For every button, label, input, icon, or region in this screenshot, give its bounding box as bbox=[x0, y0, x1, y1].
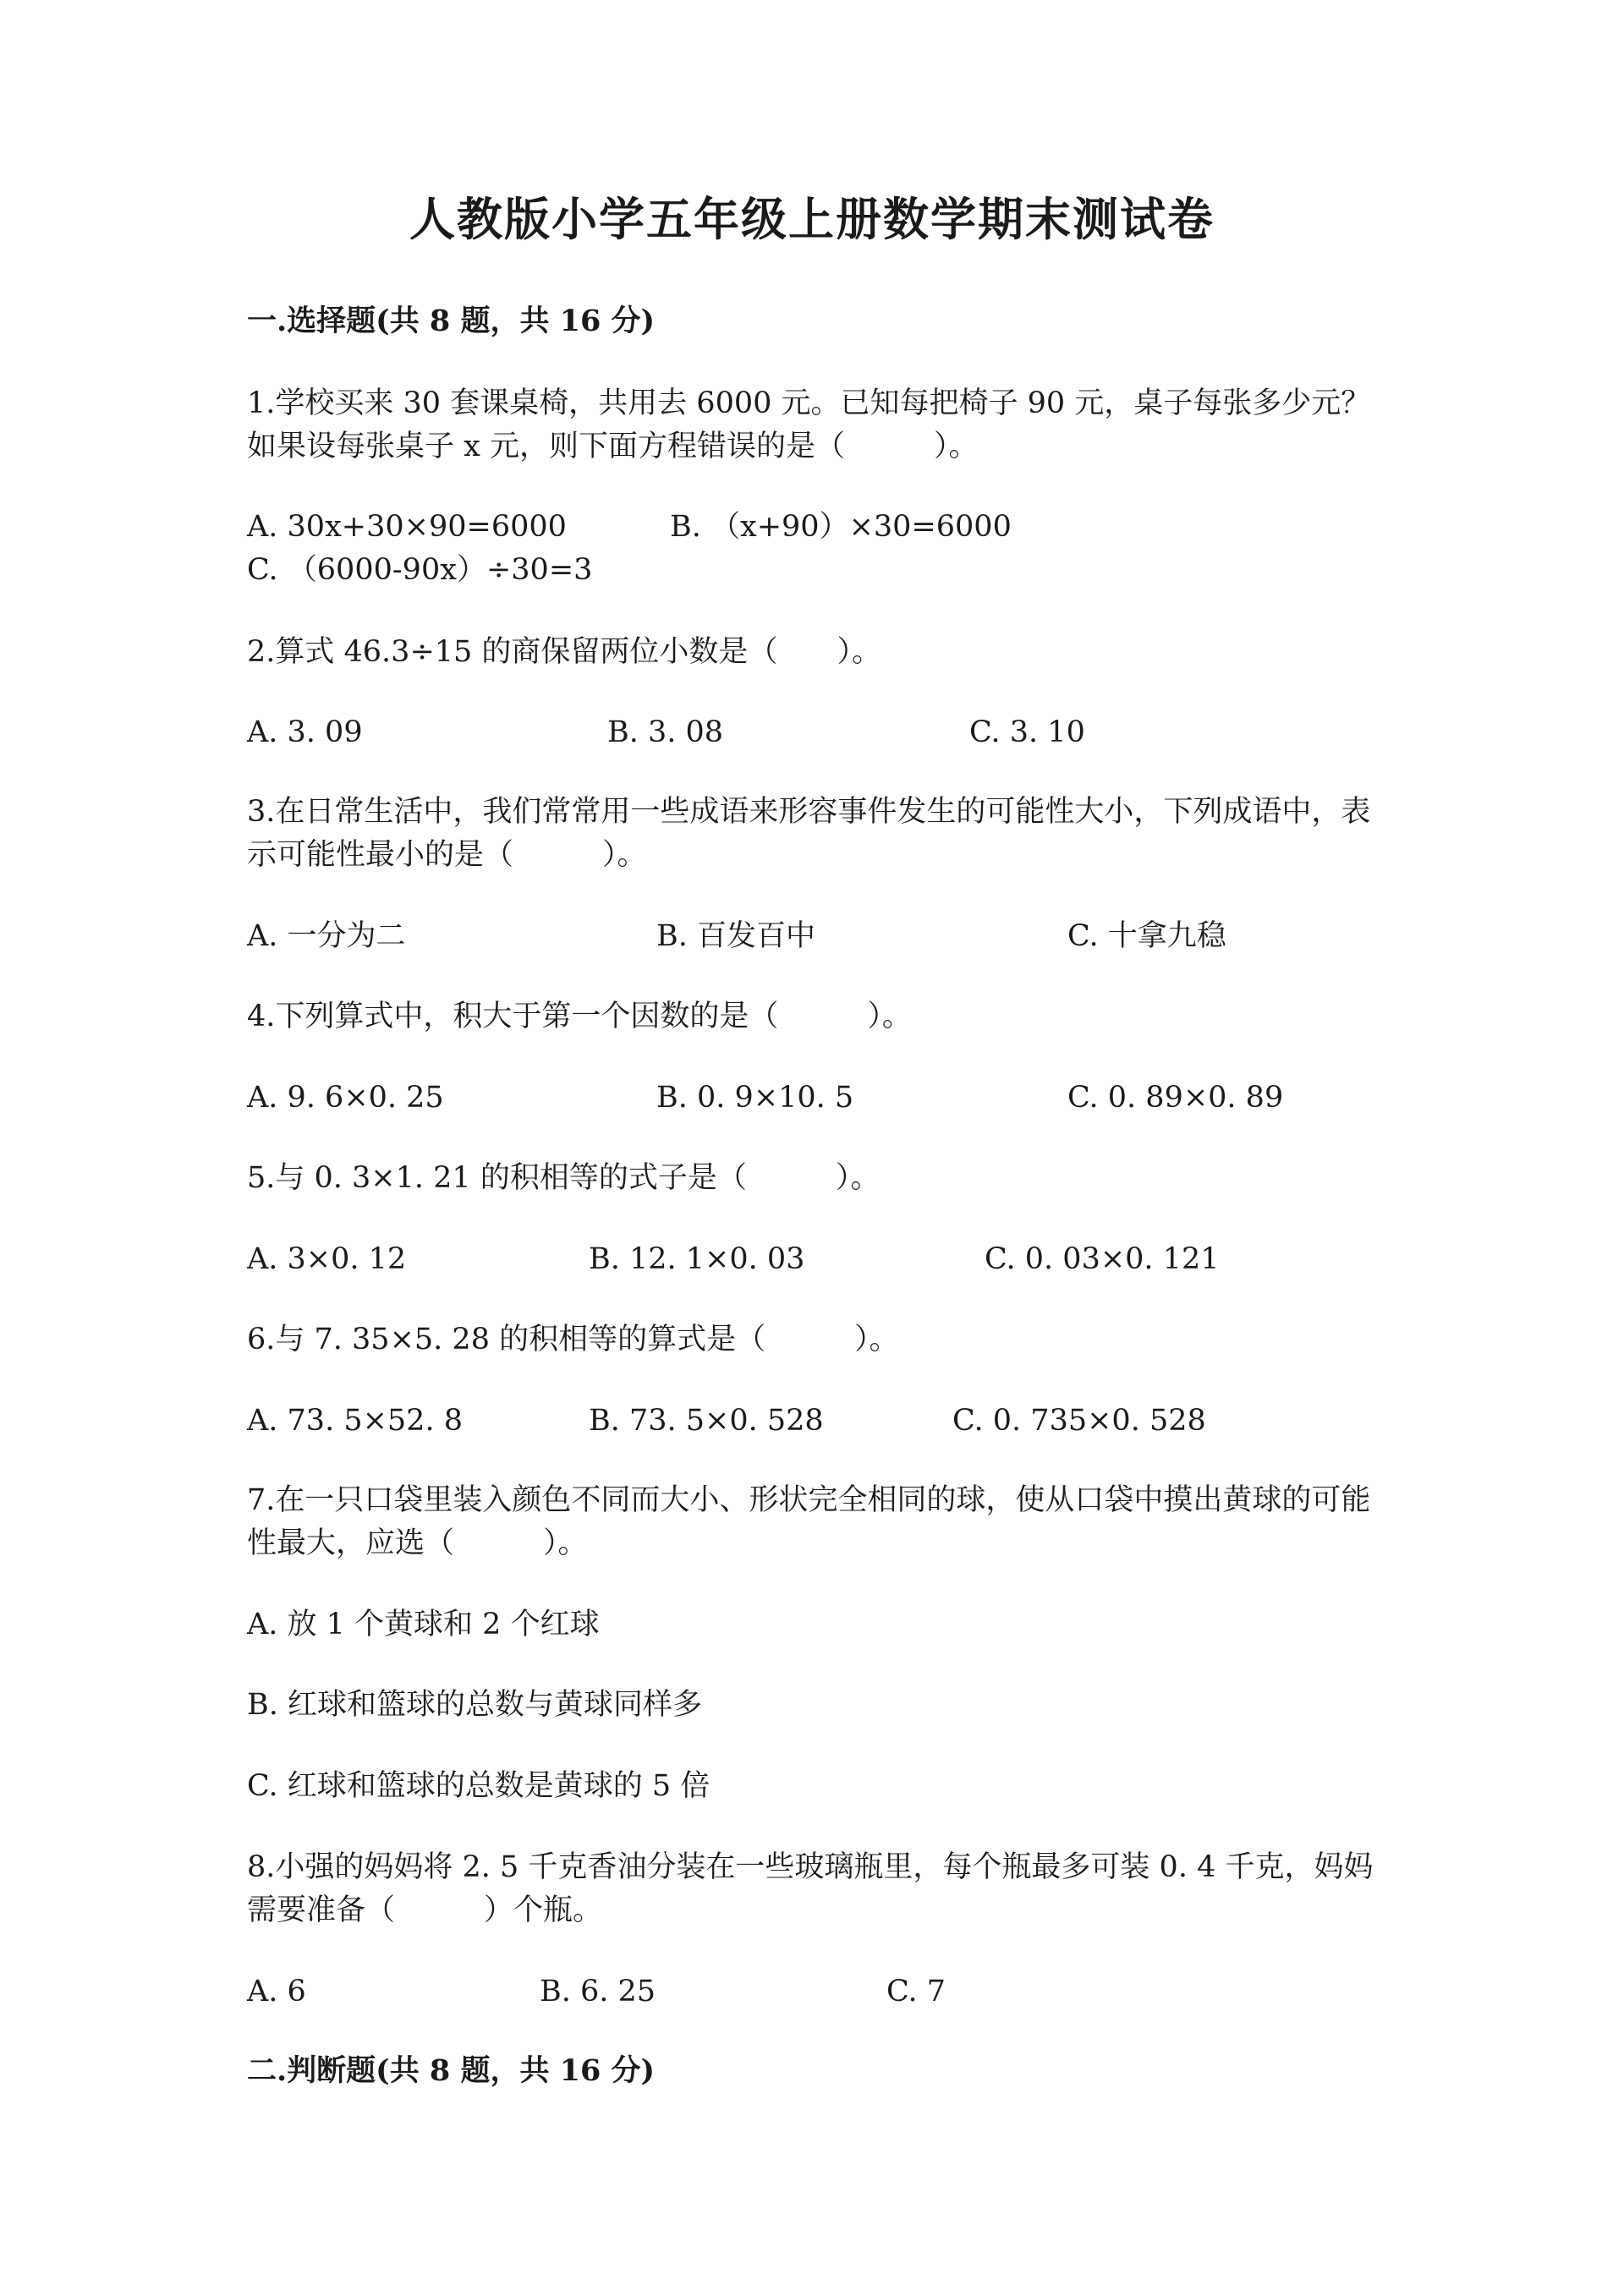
question-stem: 8.小强的妈妈将 2. 5 千克香油分装在一些玻璃瓶里，每个瓶最多可装 0. 4 千克，妈妈需要准备（ ）个瓶。 bbox=[247, 1850, 1374, 1927]
option-c: C. 0. 89×0. 89 bbox=[1067, 1081, 1284, 1115]
option-c: C. 0. 735×0. 528 bbox=[952, 1404, 1206, 1438]
question-stem: 4.下列算式中，积大于第一个因数的是（ ）。 bbox=[247, 1000, 912, 1033]
page-title: 人教版小学五年级上册数学期末测试卷 bbox=[409, 192, 1215, 246]
option-a: A. 30x+30×90=6000 bbox=[247, 510, 567, 544]
option-a: A. 3×0. 12 bbox=[247, 1242, 407, 1276]
option-a: A. 9. 6×0. 25 bbox=[247, 1081, 444, 1115]
option-c: C. 0. 03×0. 121 bbox=[985, 1242, 1220, 1276]
question-stem: 3.在日常生活中，我们常常用一些成语来形容事件发生的可能性大小，下列成语中，表示可能性最小的是（ ）。 bbox=[247, 795, 1371, 872]
option-c: C. 十拿九稳 bbox=[1067, 919, 1226, 953]
option-a: A. 放 1 个黄球和 2 个红球 bbox=[247, 1608, 600, 1641]
option-b: B. 百发百中 bbox=[656, 919, 815, 953]
option-b: B. 3. 08 bbox=[607, 715, 724, 749]
question-stem: 5.与 0. 3×1. 21 的积相等的式子是（ ）。 bbox=[247, 1161, 881, 1195]
question-stem: 2.算式 46.3÷15 的商保留两位小数是（ ）。 bbox=[247, 635, 881, 669]
option-b: B. 6. 25 bbox=[540, 1975, 656, 2008]
option-c: C. 3. 10 bbox=[969, 715, 1085, 749]
question-stem: 6.与 7. 35×5. 28 的积相等的算式是（ ）。 bbox=[247, 1323, 899, 1356]
question-stem: 7.在一只口袋里装入颜色不同而大小、形状完全相同的球，使从口袋中摸出黄球的可能性最大，应选（ ）。 bbox=[247, 1483, 1371, 1560]
section-heading-judgement: 二.判断题(共 8 题，共 16 分) bbox=[247, 2053, 656, 2088]
option-a: A. 3. 09 bbox=[247, 715, 363, 749]
question-options bbox=[247, 506, 1397, 592]
option-a: A. 73. 5×52. 8 bbox=[247, 1404, 463, 1438]
option-c: C. 红球和篮球的总数是黄球的 5 倍 bbox=[247, 1769, 710, 1803]
option-c: C. （6000-90x）÷30=3 bbox=[247, 553, 593, 587]
option-b: B. （x+90）×30=6000 bbox=[670, 510, 1012, 544]
section-heading-choice: 一.选择题(共 8 题，共 16 分) bbox=[247, 304, 656, 338]
option-b: B. 12. 1×0. 03 bbox=[589, 1242, 805, 1276]
question-stem: 1.学校买来 30 套课桌椅，共用去 6000 元。已知每把椅子 90 元，桌子每张多少元？如果设每张桌子 x 元，则下面方程错误的是（ ）。 bbox=[247, 386, 1371, 463]
option-c: C. 7 bbox=[886, 1975, 946, 2008]
option-a: A. 一分为二 bbox=[247, 919, 406, 953]
option-b: B. 0. 9×10. 5 bbox=[656, 1081, 854, 1115]
option-b: B. 73. 5×0. 528 bbox=[589, 1404, 824, 1438]
option-b: B. 红球和篮球的总数与黄球同样多 bbox=[247, 1688, 702, 1722]
option-a: A. 6 bbox=[247, 1975, 306, 2008]
